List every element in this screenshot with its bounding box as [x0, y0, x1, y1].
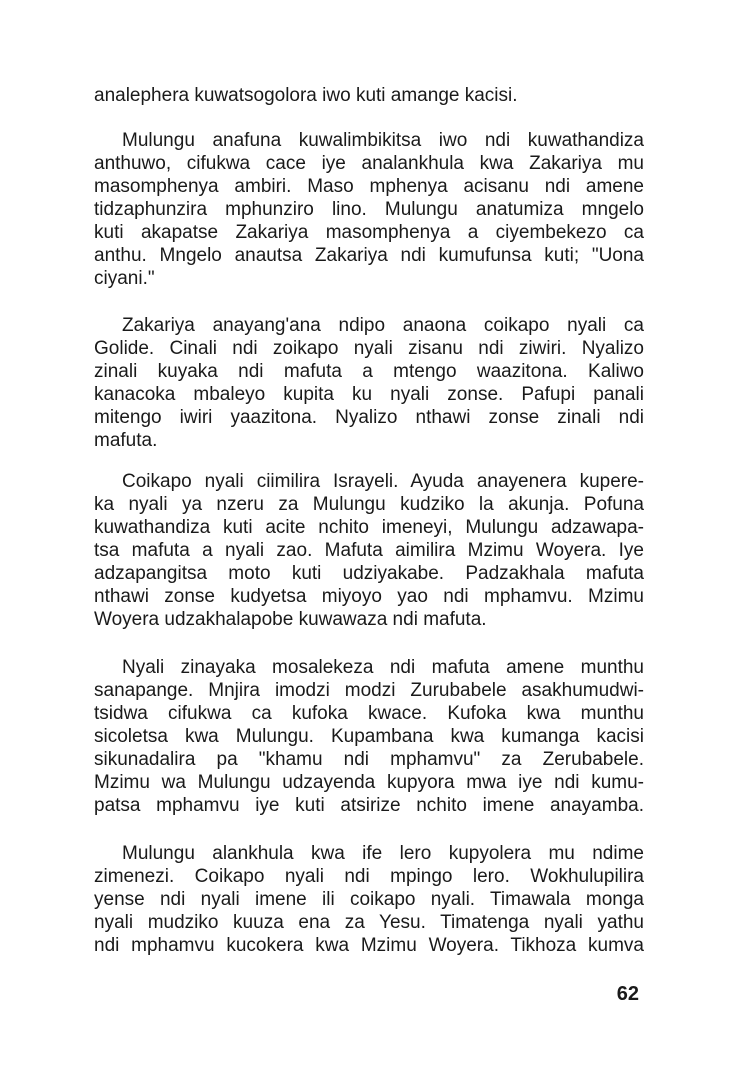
text-line: patsa mphamvu iye kuti atsirize nchito imene anayamba. — [94, 795, 644, 816]
paragraph-continuation — [94, 84, 644, 107]
paragraph-4 — [94, 470, 644, 631]
text-line: ndi mphamvu kucokera kwa Mzimu Woyera. Tikhoza kumva — [94, 935, 644, 956]
text-line: yense ndi nyali imene ili coikapo nyali. Timawala monga — [94, 889, 644, 910]
text-line: ka nyali ya nzeru za Mulungu kudziko la akunja. Pofuna — [94, 494, 644, 515]
paragraph-5 — [94, 656, 644, 817]
text-line: anthu. Mngelo anautsa Zakariya ndi kumufunsa kuti; "Uona — [94, 245, 644, 266]
text-line: mafuta. — [94, 430, 158, 451]
text-line: Coikapo nyali ciimilira Israyeli. Ayuda anayenera kupere- — [122, 471, 644, 492]
text-line: kanacoka mbaleyo kupita ku nyali zonse. Pafupi panali — [94, 384, 644, 405]
text-line: Mzimu wa Mulungu udzayenda kupyora mwa iye ndi kumu- — [94, 772, 644, 793]
text-line: Zakariya anayang'ana ndipo anaona coikapo nyali ca — [122, 315, 644, 336]
text-line: zimenezi. Coikapo nyali ndi mpingo lero. Wokhulupilira — [94, 866, 644, 887]
text-line: ciyani." — [94, 268, 155, 289]
text-line: sanapange. Mnjira imodzi modzi Zurubabele asakhumudwi- — [94, 680, 644, 701]
text-line: nyali mudziko kuuza ena za Yesu. Timatenga nyali yathu — [94, 912, 644, 933]
text-line: Woyera udzakhalapobe kuwawaza ndi mafuta. — [94, 609, 487, 630]
text-line: mitengo iwiri yaazitona. Nyalizo nthawi zonse zinali ndi — [94, 407, 644, 428]
text-line: kuti akapatse Zakariya masomphenya a ciyembekezo ca — [94, 222, 644, 243]
text-line: nthawi zonse kudyetsa miyoyo yao ndi mphamvu. Mzimu — [94, 586, 644, 607]
text-line: anthuwo, cifukwa cace iye analankhula kwa Zakariya mu — [94, 153, 644, 174]
text-line: Golide. Cinali ndi zoikapo nyali zisanu ndi ziwiri. Nyalizo — [94, 338, 644, 359]
paragraph-6 — [94, 842, 644, 957]
text-line: Mulungu alankhula kwa ife lero kupyolera mu ndime — [122, 843, 644, 864]
page-number: 62 — [616, 983, 639, 1005]
text-line: kuwathandiza kuti acite nchito imeneyi, Mulungu adzawapa- — [94, 517, 644, 538]
text-line: tsidwa cifukwa ca kufoka kwace. Kufoka kwa munthu — [94, 703, 644, 724]
text-line: tidzaphunzira mphunziro lino. Mulungu anatumiza mngelo — [94, 199, 644, 220]
text-line: adzapangitsa moto kuti udziyakabe. Padzakhala mafuta — [94, 563, 644, 584]
text-line: sikunadalira pa "khamu ndi mphamvu" za Zerubabele. — [94, 749, 644, 770]
paragraph-3 — [94, 314, 644, 452]
text-line: sicoletsa kwa Mulungu. Kupambana kwa kumanga kacisi — [94, 726, 644, 747]
paragraph-2 — [94, 129, 644, 290]
text-line: masomphenya ambiri. Maso mphenya acisanu ndi amene — [94, 176, 644, 197]
text-line: analephera kuwatsogolora iwo kuti amange kacisi. — [94, 85, 518, 106]
text-line: zinali kuyaka ndi mafuta a mtengo waazitona. Kaliwo — [94, 361, 644, 382]
text-line: Mulungu anafuna kuwalimbikitsa iwo ndi kuwathandiza — [122, 130, 644, 151]
text-line: tsa mafuta a nyali zao. Mafuta aimilira Mzimu Woyera. Iye — [94, 540, 644, 561]
text-line: Nyali zinayaka mosalekeza ndi mafuta amene munthu — [122, 657, 644, 678]
